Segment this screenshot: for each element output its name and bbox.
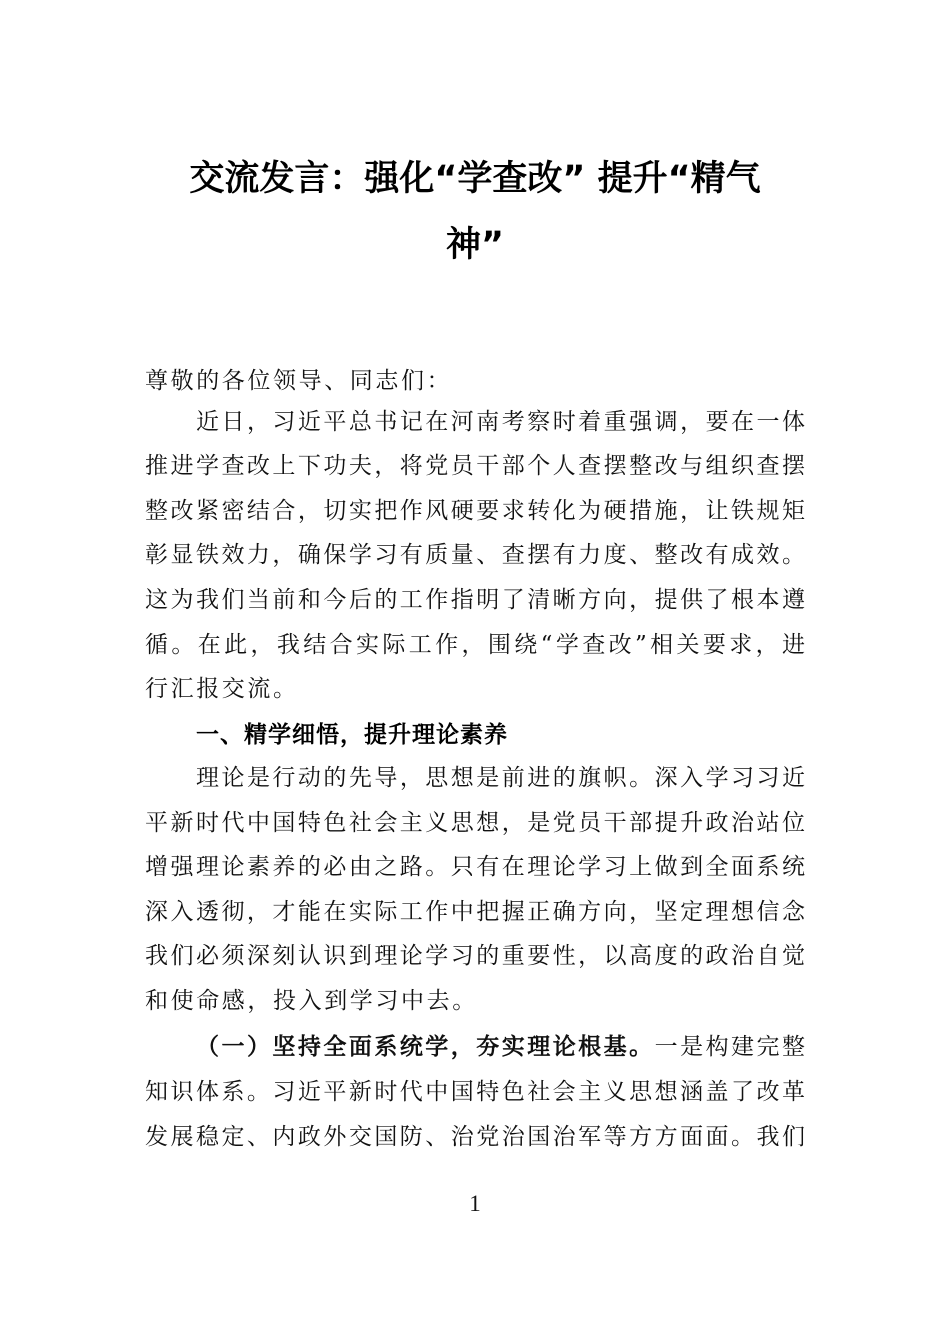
section-body-line: 深入透彻，才能在实际工作中把握正确方向，坚定理想信念 — [145, 899, 805, 925]
intro-line: 循。在此，我结合实际工作，围绕“学查改”相关要求，进 — [145, 632, 805, 658]
section-body-line: 和使命感，投入到学习中去。 — [145, 988, 478, 1014]
section-body-line: 我们必须深刻认识到理论学习的重要性，以高度的政治自觉 — [145, 943, 805, 969]
subsection-text: 一是构建完整 — [654, 1034, 806, 1060]
subsection-first-line — [196, 1032, 805, 1062]
intro-line: 推进学查改上下功夫，将党员干部个人查摆整改与组织查摆 — [145, 453, 805, 479]
salutation: 尊敬的各位领导、同志们： — [145, 368, 453, 394]
page-number: 1 — [469, 1191, 481, 1216]
subsection-body-line: 发展稳定、内政外交国防、治党治国治军等方方面面。我们 — [145, 1124, 805, 1150]
intro-line: 行汇报交流。 — [145, 676, 299, 702]
document-title-line-2: 神” — [445, 225, 504, 265]
section-body-line: 理论是行动的先导，思想是前进的旗帜。深入学习习近 — [196, 765, 805, 791]
intro-line: 这为我们当前和今后的工作指明了清晰方向，提供了根本遵 — [145, 587, 805, 613]
subsection-body-line: 知识体系。习近平新时代中国特色社会主义思想涵盖了改革 — [145, 1079, 805, 1105]
intro-line: 整改紧密结合，切实把作风硬要求转化为硬措施，让铁规矩 — [145, 498, 805, 524]
section-body-line: 增强理论素养的必由之路。只有在理论学习上做到全面系统 — [145, 854, 805, 880]
intro-line: 彰显铁效力，确保学习有质量、查摆有力度、整改有成效。 — [145, 542, 805, 568]
section-body-line: 平新时代中国特色社会主义思想，是党员干部提升政治站位 — [145, 810, 805, 836]
document-title-line-1: 交流发言：强化“学查改” 提升“精气 — [189, 159, 761, 199]
subsection-heading: （一）坚持全面系统学，夯实理论根基。 — [196, 1033, 655, 1060]
section-heading: 一、精学细悟，提升理论素养 — [196, 722, 508, 748]
intro-line: 近日，习近平总书记在河南考察时着重强调，要在一体 — [196, 409, 805, 435]
